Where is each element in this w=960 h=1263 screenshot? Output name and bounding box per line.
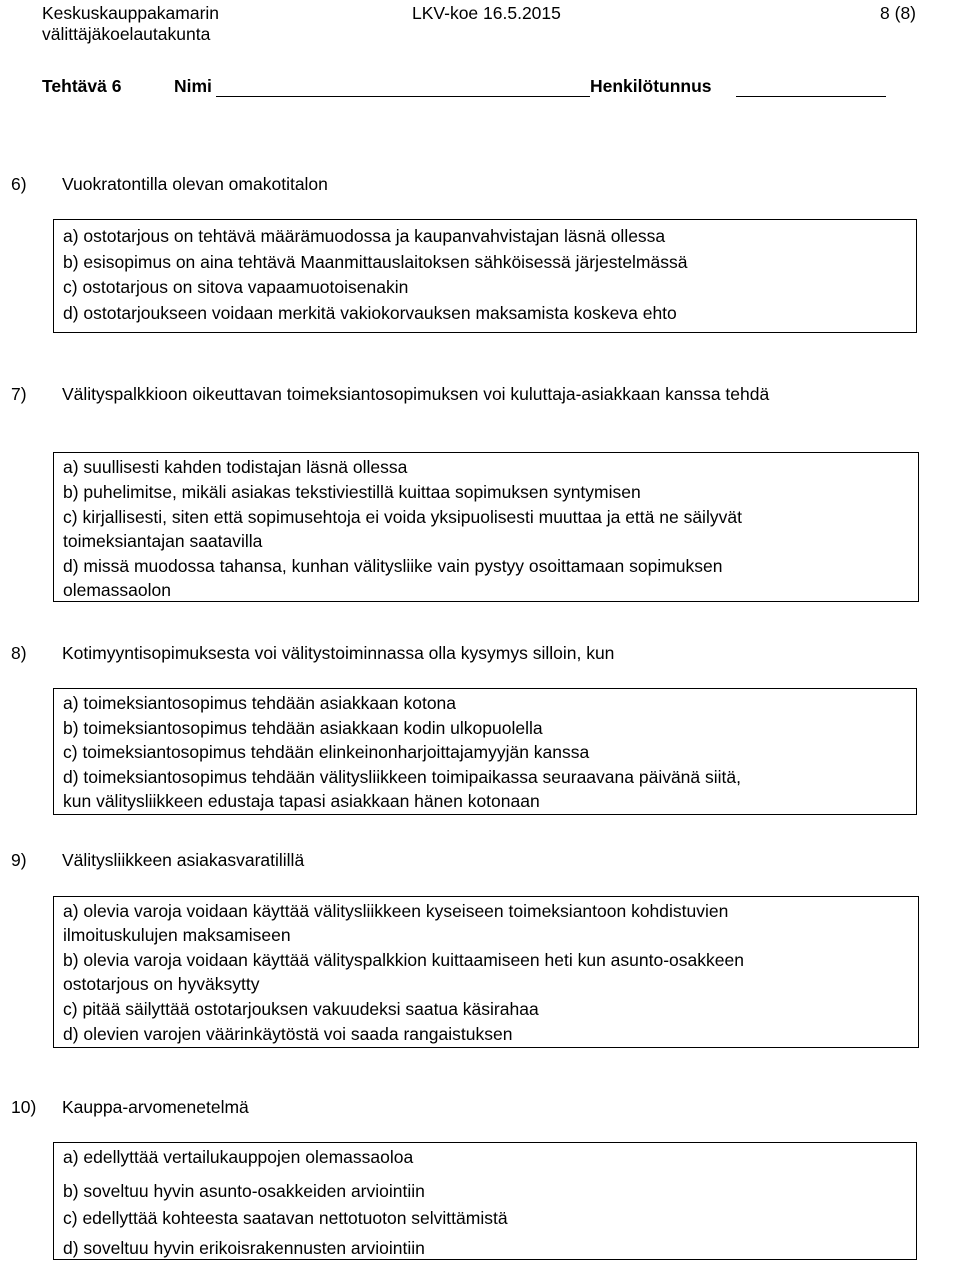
question-number: 7) bbox=[11, 384, 27, 404]
name-label: Nimi bbox=[174, 76, 212, 96]
question-text: Välityspalkkioon oikeuttavan toimeksiantosopimuksen voi kuluttaja-asiakkaan kanssa tehdä bbox=[62, 384, 770, 404]
question-text: Vuokratontilla olevan omakotitalon bbox=[62, 174, 328, 194]
option-a: a) suullisesti kahden todistajan läsnä ollessa bbox=[63, 457, 408, 477]
option-b-line2: ostotarjous on hyväksytty bbox=[63, 974, 260, 994]
name-field-line[interactable] bbox=[216, 96, 590, 97]
option-d-line1: d) toimeksiantosopimus tehdään välitysliikkeen toimipaikassa seuraavana päivänä siitä, bbox=[63, 767, 741, 787]
option-c: c) ostotarjous on sitova vapaamuotoisenakin bbox=[63, 277, 409, 297]
task-label: Tehtävä 6 bbox=[42, 76, 122, 96]
option-b-line1: b) olevia varoja voidaan käyttää välityspalkkion kuittaamiseen heti kun asunto-osakkeen bbox=[63, 950, 744, 970]
option-a-line1: a) olevia varoja voidaan käyttää välitysliikkeen kyseiseen toimeksiantoon kohdistuvien bbox=[63, 901, 729, 921]
option-d: d) olevien varojen väärinkäytöstä voi saada rangaistuksen bbox=[63, 1024, 513, 1044]
question-number: 6) bbox=[11, 174, 27, 194]
option-c-line1: c) kirjallisesti, siten että sopimusehtoja ei voida yksipuolisesti muuttaa ja että ne säilyvät bbox=[63, 507, 742, 527]
option-a: a) ostotarjous on tehtävä määrämuodossa ja kaupanvahvistajan läsnä ollessa bbox=[63, 226, 666, 246]
option-b: b) esisopimus on aina tehtävä Maanmittauslaitoksen sähköisessä järjestelmässä bbox=[63, 252, 688, 272]
page-number: 8 (8) bbox=[880, 3, 916, 23]
question-number: 9) bbox=[11, 850, 27, 870]
option-d: d) ostotarjoukseen voidaan merkitä vakiokorvauksen maksamista koskeva ehto bbox=[63, 303, 677, 323]
option-a: a) edellyttää vertailukauppojen olemassaoloa bbox=[63, 1147, 414, 1167]
option-d-line2: olemassaolon bbox=[63, 580, 171, 600]
question-number: 10) bbox=[11, 1097, 37, 1117]
task-row bbox=[42, 74, 892, 98]
organization-board: välittäjäkoelautakunta bbox=[42, 24, 211, 44]
answer-box-10 bbox=[53, 1142, 917, 1260]
option-b: b) puhelimitse, mikäli asiakas tekstiviestillä kuittaa sopimuksen syntymisen bbox=[63, 482, 641, 502]
question-text: Kotimyyntisopimuksesta voi välitystoiminnassa olla kysymys silloin, kun bbox=[62, 643, 615, 663]
option-a: a) toimeksiantosopimus tehdään asiakkaan kotona bbox=[63, 693, 457, 713]
option-a-line2: ilmoituskulujen maksamiseen bbox=[63, 925, 291, 945]
id-field-line[interactable] bbox=[736, 96, 886, 97]
option-c: c) toimeksiantosopimus tehdään elinkeinonharjoittajamyyjän kanssa bbox=[63, 742, 590, 762]
answer-box-6 bbox=[53, 219, 917, 333]
question-text: Välitysliikkeen asiakasvaratilillä bbox=[62, 850, 305, 870]
question-number: 8) bbox=[11, 643, 27, 663]
exam-title: LKV-koe 16.5.2015 bbox=[412, 3, 561, 23]
option-d: d) soveltuu hyvin erikoisrakennusten arviointiin bbox=[63, 1238, 425, 1258]
option-c-line2: toimeksiantajan saatavilla bbox=[63, 531, 263, 551]
answer-box-8 bbox=[53, 688, 917, 815]
organization-name: Keskuskauppakamarin bbox=[42, 3, 220, 23]
option-b: b) toimeksiantosopimus tehdään asiakkaan kodin ulkopuolella bbox=[63, 718, 543, 738]
id-label: Henkilötunnus bbox=[590, 76, 712, 96]
option-d-line1: d) missä muodossa tahansa, kunhan välitysliike vain pystyy osoittamaan sopimuksen bbox=[63, 556, 723, 576]
option-c: c) pitää säilyttää ostotarjouksen vakuudeksi saatua käsirahaa bbox=[63, 999, 539, 1019]
option-d-line2: kun välitysliikkeen edustaja tapasi asiakkaan hänen kotonaan bbox=[63, 791, 540, 811]
answer-box-9 bbox=[53, 896, 919, 1048]
answer-box-7 bbox=[53, 452, 919, 602]
question-text: Kauppa-arvomenetelmä bbox=[62, 1097, 249, 1117]
option-b: b) soveltuu hyvin asunto-osakkeiden arviointiin bbox=[63, 1181, 425, 1201]
option-c: c) edellyttää kohteesta saatavan nettotuoton selvittämistä bbox=[63, 1208, 508, 1228]
